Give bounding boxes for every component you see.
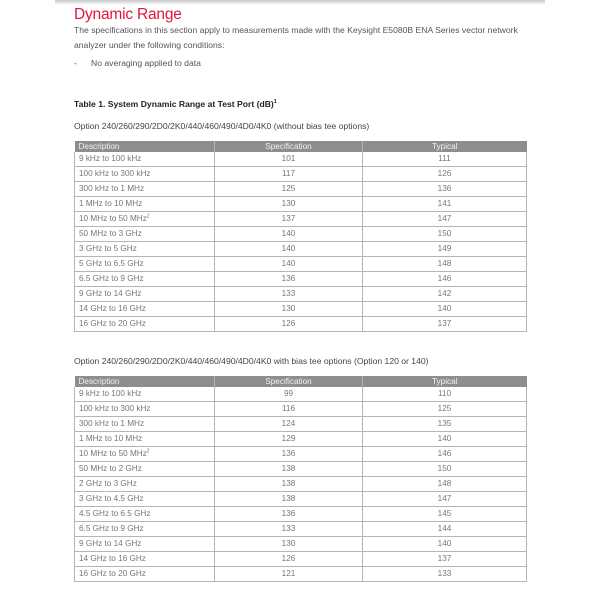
cell-typical: 141: [363, 197, 527, 212]
dynamic-range-table-without-bias-tee: [74, 141, 527, 332]
cell-description: 4.5 GHz to 6.5 GHz: [75, 507, 215, 522]
footnote-marker: 2: [146, 213, 150, 220]
cell-description: 9 kHz to 100 kHz: [75, 387, 215, 402]
cell-specification: 136: [215, 507, 363, 522]
cell-typical: 125: [363, 402, 527, 417]
cell-specification: 138: [215, 492, 363, 507]
cell-typical: 146: [363, 447, 527, 462]
cell-description: 5 GHz to 6.5 GHz: [75, 257, 215, 272]
section-title: Dynamic Range: [74, 6, 182, 23]
cell-typical: 150: [363, 227, 527, 242]
table-header-row: [75, 376, 527, 387]
cell-description: 50 MHz to 2 GHz: [75, 462, 215, 477]
table-row: [75, 417, 527, 432]
cell-specification: 129: [215, 432, 363, 447]
cell-typical: 150: [363, 462, 527, 477]
table-row: [75, 227, 527, 242]
table-row: [75, 552, 527, 567]
cell-typical: 148: [363, 477, 527, 492]
column-header-specification: Specification: [215, 141, 363, 152]
cell-typical: 142: [363, 287, 527, 302]
cell-description: 100 kHz to 300 kHz: [75, 402, 215, 417]
cell-specification: 136: [215, 272, 363, 287]
page-top-shadow: [55, 0, 545, 5]
table-row: [75, 507, 527, 522]
cell-specification: 138: [215, 462, 363, 477]
table-row: [75, 402, 527, 417]
cell-specification: 126: [215, 552, 363, 567]
cell-typical: 135: [363, 417, 527, 432]
footnote-marker: 2: [146, 448, 150, 455]
cell-specification: 133: [215, 287, 363, 302]
table-row: [75, 492, 527, 507]
column-header-description: Description: [75, 376, 215, 387]
cell-typical: 140: [363, 537, 527, 552]
cell-specification: 116: [215, 402, 363, 417]
cell-specification: 117: [215, 167, 363, 182]
column-header-typical: Typical: [363, 376, 527, 387]
table-row: [75, 152, 527, 167]
table-row: [75, 167, 527, 182]
table-row: [75, 182, 527, 197]
cell-specification: 124: [215, 417, 363, 432]
cell-typical: 144: [363, 522, 527, 537]
cell-typical: 146: [363, 272, 527, 287]
cell-description: 10 MHz to 50 MHz$^2$: [75, 212, 215, 227]
table-row: [75, 212, 527, 227]
cell-specification: 140: [215, 227, 363, 242]
option-group-1-label: Option 240/260/290/2D0/2K0/440/460/490/4D0/4K0 (without bias tee options): [74, 121, 370, 131]
cell-description: 16 GHz to 20 GHz: [75, 567, 215, 582]
table-row: [75, 462, 527, 477]
column-header-specification: Specification: [215, 376, 363, 387]
cell-typical: 140: [363, 432, 527, 447]
cell-description: 300 kHz to 1 MHz: [75, 182, 215, 197]
cell-description: 100 kHz to 300 kHz: [75, 167, 215, 182]
table-row: [75, 447, 527, 462]
cell-specification: 99: [215, 387, 363, 402]
cell-specification: 126: [215, 317, 363, 332]
cell-description: 3 GHz to 4.5 GHz: [75, 492, 215, 507]
table-row: [75, 432, 527, 447]
option-group-2-label: Option 240/260/290/2D0/2K0/440/460/490/4D0/4K0 with bias tee options (Option 120 or 140): [74, 356, 429, 366]
cell-description: 9 GHz to 14 GHz: [75, 537, 215, 552]
cell-specification: 140: [215, 257, 363, 272]
table-row: [75, 477, 527, 492]
bullet-dash: -: [74, 58, 77, 68]
cell-specification: 130: [215, 197, 363, 212]
table-row: [75, 522, 527, 537]
caption-footnote: 1: [273, 99, 277, 106]
cell-description: 50 MHz to 3 GHz: [75, 227, 215, 242]
cell-description: 9 GHz to 14 GHz: [75, 287, 215, 302]
cell-specification: 140: [215, 242, 363, 257]
table-row: [75, 257, 527, 272]
cell-typical: 133: [363, 567, 527, 582]
cell-description: 14 GHz to 16 GHz: [75, 302, 215, 317]
condition-text: No averaging applied to data: [91, 58, 201, 68]
cell-typical: 126: [363, 167, 527, 182]
table-row: [75, 537, 527, 552]
condition-item: [74, 58, 201, 68]
table-row: [75, 567, 527, 582]
table-row: [75, 272, 527, 287]
table-row: [75, 387, 527, 402]
cell-description: 300 kHz to 1 MHz: [75, 417, 215, 432]
cell-typical: 110: [363, 387, 527, 402]
cell-description: 16 GHz to 20 GHz: [75, 317, 215, 332]
table-row: [75, 317, 527, 332]
column-header-typical: Typical: [363, 141, 527, 152]
table-row: [75, 242, 527, 257]
cell-typical: 149: [363, 242, 527, 257]
table-row: [75, 197, 527, 212]
cell-description: 2 GHz to 3 GHz: [75, 477, 215, 492]
cell-specification: 125: [215, 182, 363, 197]
cell-specification: 136: [215, 447, 363, 462]
cell-typical: 111: [363, 152, 527, 167]
cell-description: 1 MHz to 10 MHz: [75, 197, 215, 212]
column-header-description: Description: [75, 141, 215, 152]
cell-specification: 130: [215, 537, 363, 552]
table-caption: Table 1. System Dynamic Range at Test Port (dB)$^1$: [74, 99, 277, 109]
cell-typical: 148: [363, 257, 527, 272]
cell-typical: 145: [363, 507, 527, 522]
cell-typical: 137: [363, 317, 527, 332]
cell-description: 6.5 GHz to 9 GHz: [75, 522, 215, 537]
cell-specification: 130: [215, 302, 363, 317]
cell-description: 3 GHz to 5 GHz: [75, 242, 215, 257]
cell-specification: 133: [215, 522, 363, 537]
cell-description: 10 MHz to 50 MHz$^2$: [75, 447, 215, 462]
cell-specification: 137: [215, 212, 363, 227]
cell-typical: 136: [363, 182, 527, 197]
cell-description: 14 GHz to 16 GHz: [75, 552, 215, 567]
cell-specification: 138: [215, 477, 363, 492]
cell-description: 1 MHz to 10 MHz: [75, 432, 215, 447]
dynamic-range-table-with-bias-tee: [74, 376, 527, 582]
intro-paragraph: The specifications in this section apply to measurements made with the Keysight E5080B ENA Series vector network analyzer under the following conditions:: [74, 25, 518, 50]
table-header-row: [75, 141, 527, 152]
cell-specification: 121: [215, 567, 363, 582]
cell-description: 9 kHz to 100 kHz: [75, 152, 215, 167]
table-row: [75, 287, 527, 302]
cell-description: 6.5 GHz to 9 GHz: [75, 272, 215, 287]
cell-typical: 137: [363, 552, 527, 567]
cell-typical: 147: [363, 212, 527, 227]
cell-specification: 101: [215, 152, 363, 167]
table-row: [75, 302, 527, 317]
cell-typical: 147: [363, 492, 527, 507]
cell-typical: 140: [363, 302, 527, 317]
